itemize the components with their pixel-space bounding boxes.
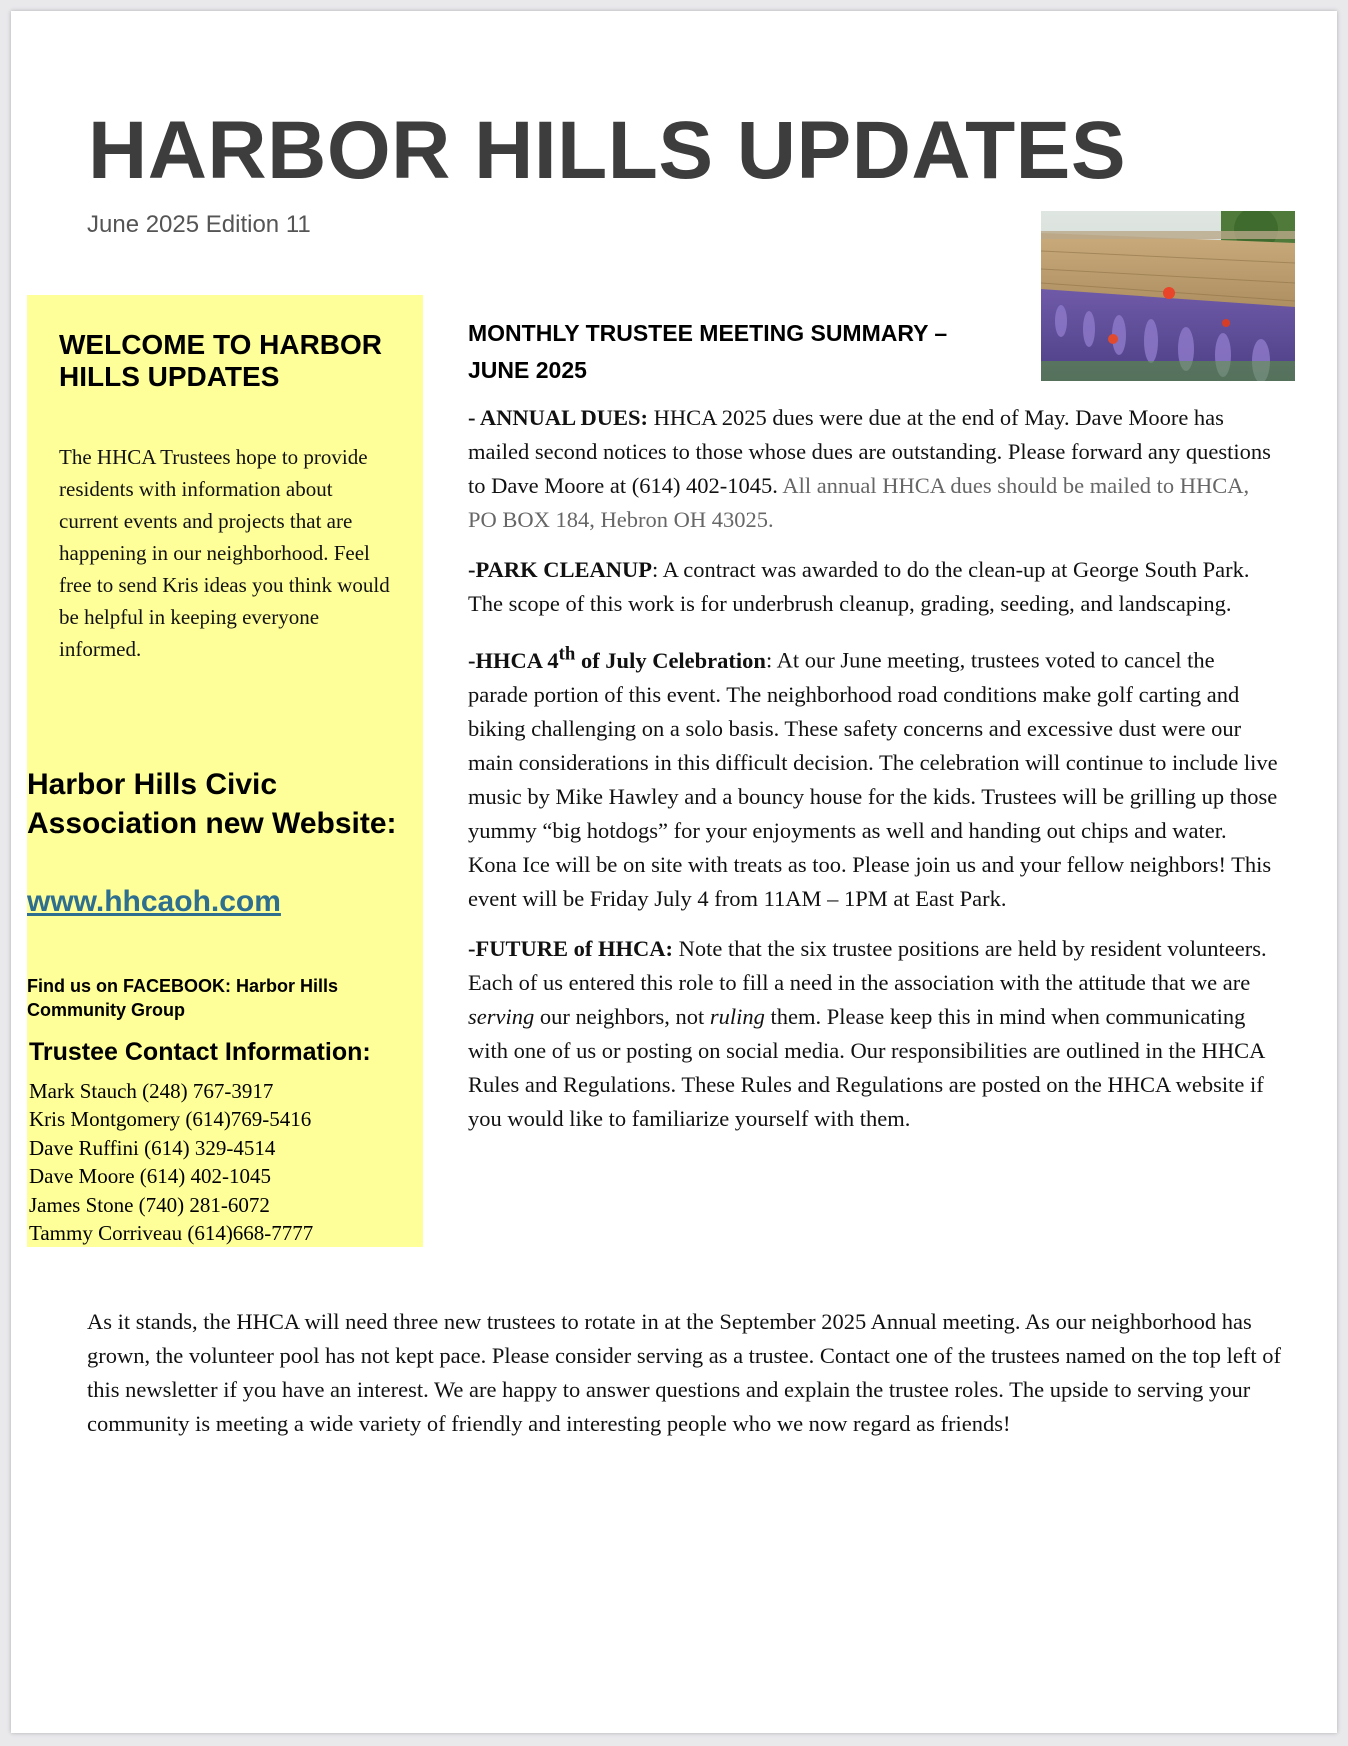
july-label-pre: -HHCA 4	[468, 647, 559, 673]
meeting-summary-title-line: MONTHLY TRUSTEE MEETING SUMMARY –	[468, 320, 948, 346]
annual-dues-item	[468, 401, 1278, 537]
future-text-3: them. Please keep this in mind when communicating with one of us or posting on social media. Our responsibilities are outlined in the HHCA Rules and Regulations. These Rules and Regulations are posted on the HHCA website if you would like to familiarize yourself with them.	[468, 1003, 1265, 1131]
future-text-1: Note that the six trustee positions are held by resident volunteers. Each of us entered this role to fill a need in the association with the attitude that we are	[468, 935, 1267, 995]
closing-paragraph: As it stands, the HHCA will need three new trustees to rotate in at the September 2025 Annual meeting. As our neighborhood has grown, the volunteer pool has not kept pace. Please consider serving as a trustee. Contact one of the trustees named on the top left of this newsletter if you have an interest. We are happy to answer questions and explain the trustee roles. The upside to serving your community is meeting a wide variety of friendly and interesting people who we now regard as friends!	[87, 1309, 1282, 1436]
website-heading: Harbor Hills Civic Association new Website:	[27, 768, 397, 840]
july-label-sup: th	[558, 643, 576, 664]
newsletter-page	[11, 11, 1337, 1733]
edition-label: June 2025 Edition 11	[87, 211, 311, 238]
facebook-note: Find us on FACEBOOK: Harbor Hills Community Group	[27, 976, 339, 1020]
park-cleanup-text: : A contract was awarded to do the clean-up at George South Park. The scope of this work is for underbrush cleanup, grading, seeding, and landscaping.	[468, 557, 1250, 616]
trustee-contact: Dave Moore (614) 402-1045	[29, 1164, 272, 1189]
future-emphasis-serving: serving	[468, 1003, 535, 1029]
trustee-contact: Dave Ruffini (614) 329-4514	[29, 1135, 276, 1160]
meeting-summary-title	[468, 315, 1278, 389]
website-link[interactable]: www.hhcaoh.com	[27, 885, 281, 918]
future-hhca-item	[468, 932, 1278, 1136]
trustee-contact: Kris Montgomery (614)769-5416	[29, 1107, 312, 1132]
future-emphasis-ruling: ruling	[709, 1003, 765, 1029]
july-celebration-text: : At our June meeting, trustees voted to cancel the parade portion of this event. The neighborhood road conditions make golf carting and biking challenging on a solo basis. These safety concerns and excessive dust were our main considerations in this difficult decision. The celebration will continue to include live music by Mike Hawley and a bouncy house for the kids. Trustees will be grilling up those yummy “big hotdogs” for your enjoyments as well and handing out chips and water. Kona Ice will be on site with treats as too. Please join us and your fellow neighbors! This event will be Friday July 4 from 11AM – 1PM at East Park.	[468, 647, 1278, 911]
future-text-2: our neighbors, not	[534, 1003, 710, 1029]
welcome-title: WELCOME TO HARBOR HILLS UPDATES	[59, 329, 383, 392]
newsletter-title: HARBOR HILLS UPDATES	[88, 105, 1127, 196]
welcome-body: The HHCA Trustees hope to provide residents with information about current events and projects that are happening in our neighborhood. Feel free to send Kris ideas you think would be helpful in keeping everyone informed.	[59, 445, 390, 661]
trustee-contacts-heading: Trustee Contact Information:	[29, 1038, 371, 1066]
trustee-contact-list	[29, 1077, 419, 1247]
park-cleanup-item	[468, 553, 1278, 621]
future-hhca-label: -FUTURE of HHCA:	[468, 935, 673, 961]
july-label-post: of July Celebration	[575, 647, 766, 673]
trustee-contact: Tammy Corriveau (614)668-7777	[29, 1221, 314, 1246]
welcome-sidebar	[27, 295, 423, 1247]
july-celebration-item	[468, 637, 1278, 916]
july-celebration-label	[468, 643, 766, 673]
annual-dues-text: HHCA 2025 dues were due at the end of May. Dave Moore has mailed second notices to those whose dues are outstanding. Please forward any questions to Dave Moore at (614) 402-1045.	[468, 405, 1271, 498]
dues-mailing-text: All annual HHCA dues should be mailed to HHCA, PO BOX 184, Hebron OH 43025.	[468, 473, 1250, 532]
park-cleanup-label: -PARK CLEANUP	[468, 557, 652, 582]
meeting-summary-title-line: JUNE 2025	[468, 357, 587, 383]
trustee-contact: James Stone (740) 281-6072	[29, 1192, 270, 1217]
meeting-summary	[468, 315, 1278, 1152]
trustee-contact: Mark Stauch (248) 767-3917	[29, 1079, 274, 1103]
annual-dues-label: - ANNUAL DUES:	[468, 405, 649, 430]
